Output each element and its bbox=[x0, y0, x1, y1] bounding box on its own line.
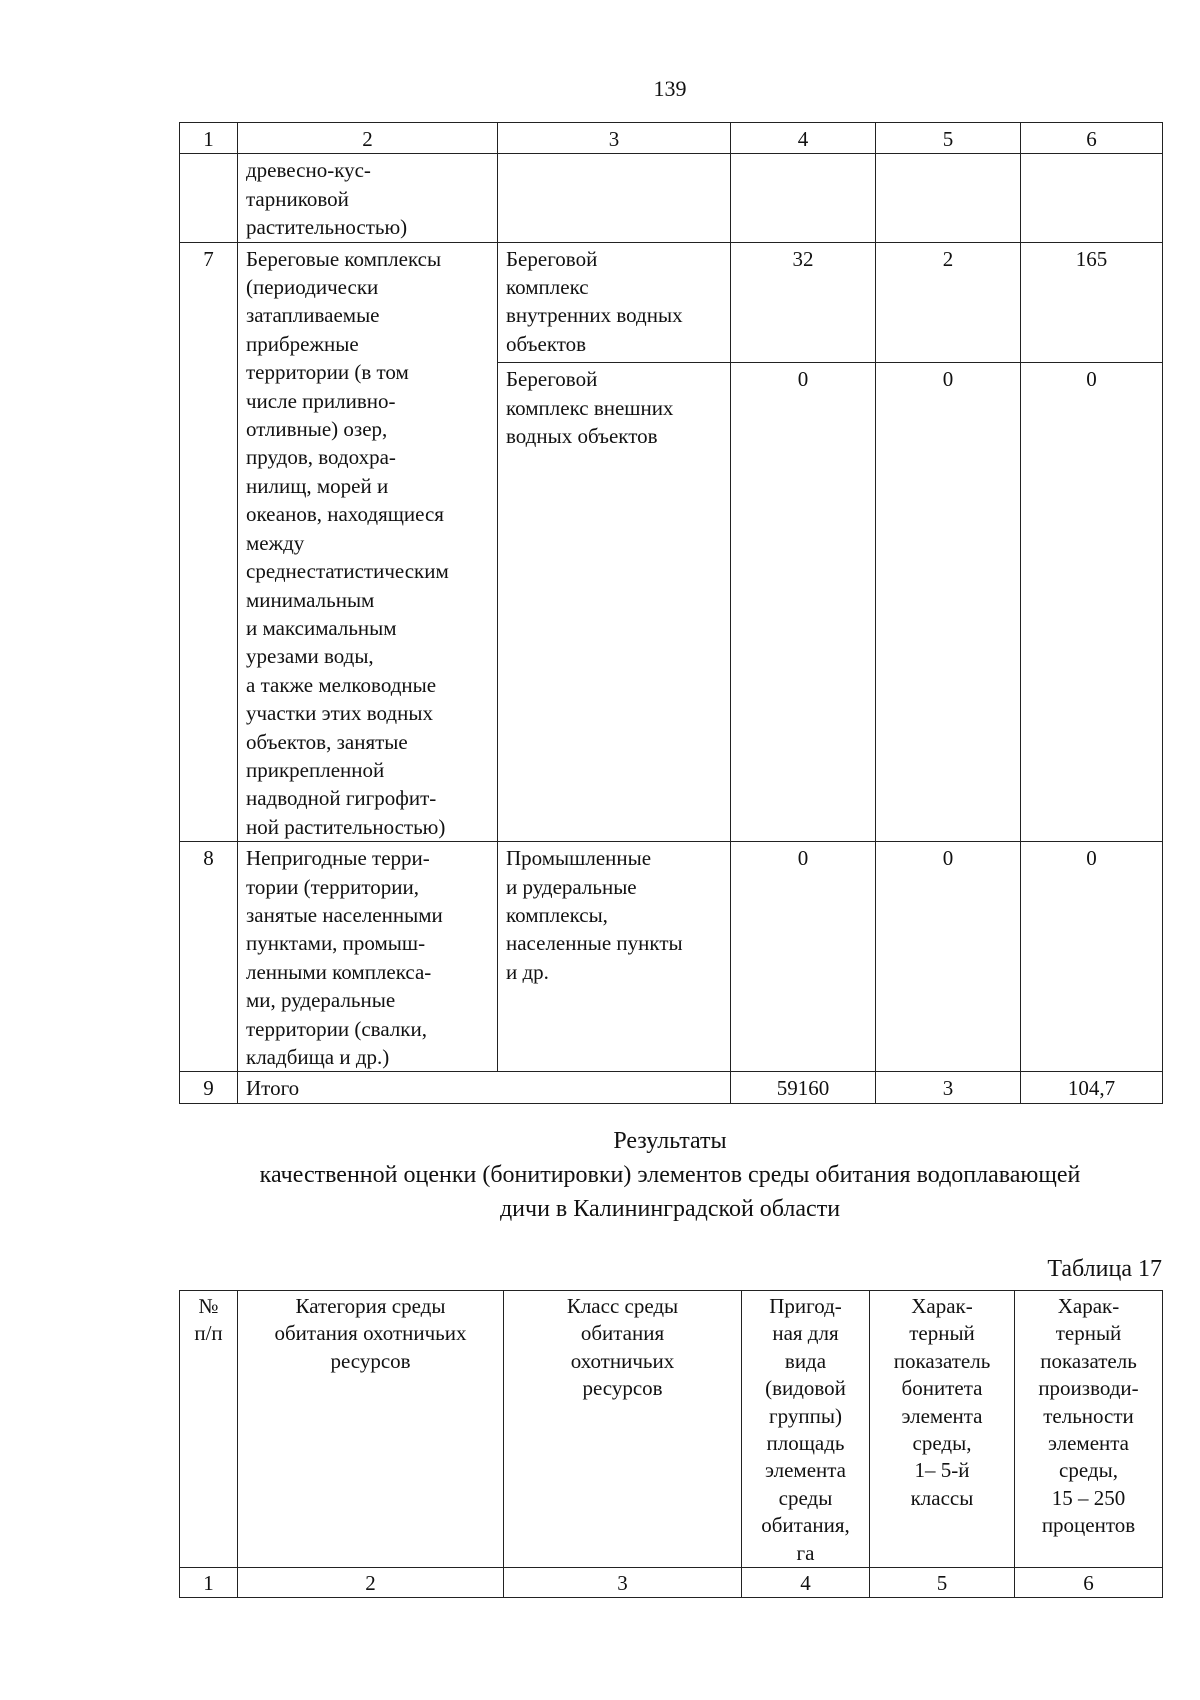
area-cell: 32 bbox=[731, 242, 876, 363]
section-heading-title: Результаты bbox=[613, 1128, 727, 1154]
column-number: 4 bbox=[731, 123, 876, 154]
column-number: 3 bbox=[504, 1568, 742, 1598]
column-number: 1 bbox=[180, 1568, 238, 1598]
table-column-numbers-row bbox=[180, 1568, 1163, 1598]
page-number: 139 bbox=[653, 76, 687, 101]
column-number: 4 bbox=[742, 1568, 870, 1598]
column-number: 5 bbox=[870, 1568, 1015, 1598]
row-number-cell: 9 bbox=[180, 1072, 238, 1103]
column-number: 5 bbox=[876, 123, 1021, 154]
table-caption: Таблица 17 bbox=[1047, 1256, 1162, 1282]
productivity-cell: 0 bbox=[1021, 363, 1163, 842]
class-cell: Береговой комплекс внутренних водных объектов bbox=[498, 242, 731, 363]
column-number: 6 bbox=[1015, 1568, 1163, 1598]
column-number: 2 bbox=[238, 123, 498, 154]
column-number: 3 bbox=[498, 123, 731, 154]
column-number: 6 bbox=[1021, 123, 1163, 154]
productivity-cell: 0 bbox=[1021, 842, 1163, 1072]
bonitet-cell: 0 bbox=[876, 842, 1021, 1072]
total-productivity-cell: 104,7 bbox=[1021, 1072, 1163, 1103]
header-cell: Харак- терный показатель производи- тельности элемента среды, 15 – 250 процентов bbox=[1015, 1291, 1163, 1568]
table-row bbox=[180, 154, 1163, 242]
header-cell: Класс среды обитания охотничьих ресурсов bbox=[504, 1291, 742, 1568]
bonitet-results-table bbox=[179, 1290, 1163, 1598]
table-row bbox=[180, 842, 1163, 1072]
class-cell: Промышленные и рудеральные комплексы, населенные пункты и др. bbox=[498, 842, 731, 1072]
header-cell: № п/п bbox=[180, 1291, 238, 1568]
area-cell: 0 bbox=[731, 842, 876, 1072]
row-number-cell: 7 bbox=[180, 242, 238, 842]
area-cell: 0 bbox=[731, 363, 876, 842]
category-cell: Береговые комплексы (периодически затапливаемые прибрежные территории (в том числе приливно- отливные) озер, прудов, водохра- нилищ, морей и океанов, находящиеся между среднестатистическим минимальным и максимальным урезами воды, а также мелководные участки этих водных объектов, занятые прикрепленной надводной гигрофит- ной растительностью) bbox=[238, 242, 498, 842]
table-row bbox=[180, 242, 1163, 363]
header-cell: Категория среды обитания охотничьих ресурсов bbox=[238, 1291, 504, 1568]
column-number: 2 bbox=[238, 1568, 504, 1598]
category-cell: древесно-кус- тарниковой растительностью) bbox=[238, 154, 498, 242]
total-label: Итого bbox=[238, 1072, 731, 1103]
bonitet-cell: 0 bbox=[876, 363, 1021, 842]
section-heading-region: дичи в Калининградской области bbox=[499, 1196, 841, 1222]
productivity-cell: 165 bbox=[1021, 242, 1163, 363]
column-number: 1 bbox=[180, 123, 238, 154]
header-cell: Пригод- ная для вида (видовой группы) площадь элемента среды обитания, га bbox=[742, 1291, 870, 1568]
section-heading-subtitle: качественной оценки (бонитировки) элементов среды обитания водоплавающей bbox=[259, 1162, 1081, 1188]
table-column-numbers-row bbox=[180, 123, 1163, 154]
row-number-cell: 8 bbox=[180, 842, 238, 1072]
total-bonitet-cell: 3 bbox=[876, 1072, 1021, 1103]
header-cell: Харак- терный показатель бонитета элемента среды, 1– 5-й классы bbox=[870, 1291, 1015, 1568]
total-row bbox=[180, 1072, 1163, 1103]
class-cell: Береговой комплекс внешних водных объектов bbox=[498, 363, 731, 842]
total-area-cell: 59160 bbox=[731, 1072, 876, 1103]
table-header-row bbox=[180, 1291, 1163, 1568]
habitat-table-continued bbox=[179, 122, 1163, 1104]
bonitet-cell: 2 bbox=[876, 242, 1021, 363]
category-cell: Непригодные терри- тории (территории, занятые населенными пунктами, промыш- ленными комплекса- ми, рудеральные территории (свалки, кладбища и др.) bbox=[238, 842, 498, 1072]
